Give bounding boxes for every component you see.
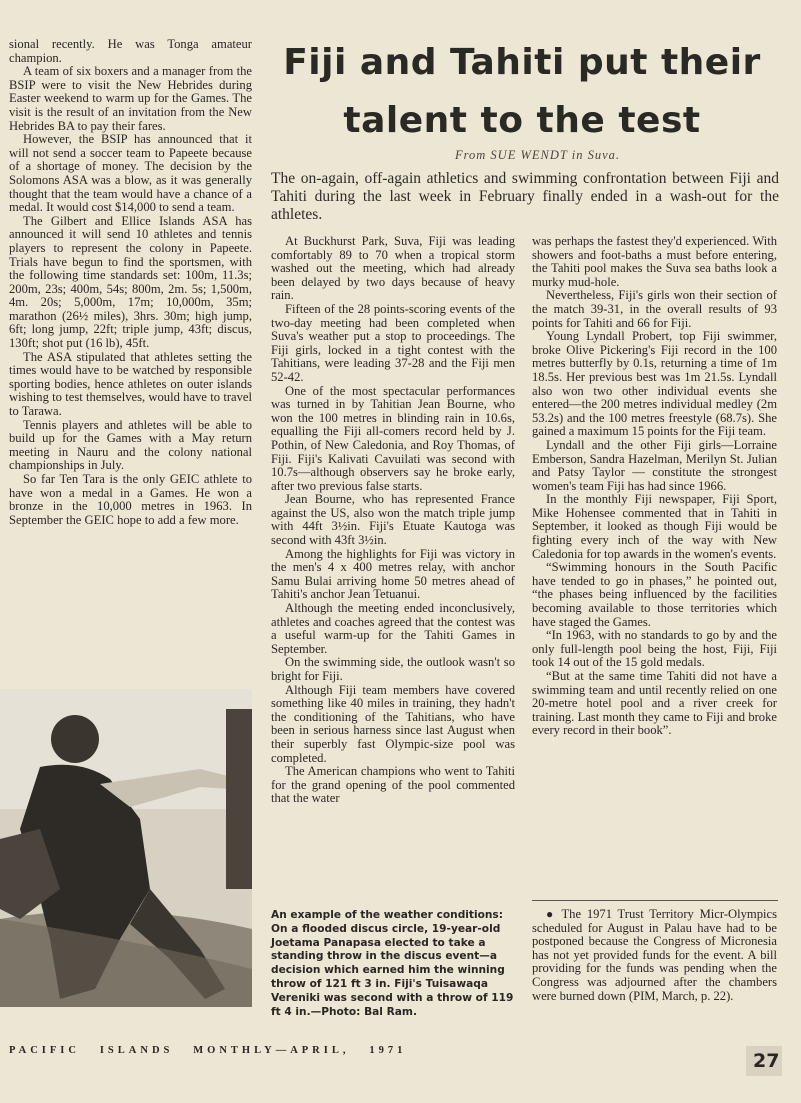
paragraph: Tennis players and athletes will be able to build up for the Games with a May return meeting in Nauru and the colony national championships in July. [9,417,252,473]
paragraph: At Buckhurst Park, Suva, Fiji was leading comfortably 89 to 70 when a tropical storm washed out the meeting, which had already been delayed by two days because of heavy rain. [271,234,515,303]
paragraph: was perhaps the fastest they'd experienced. With showers and foot-baths a must before entering, the Tahiti pool makes the Suva sea baths look a murky mud-hole. [532,234,777,289]
paragraph: Although the meeting ended inconclusively, athletes and coaches agreed that the contest was a useful warm-up for the Tahiti Games in September. [271,601,515,656]
page-number: 27 [753,1050,780,1072]
photo-figure-illustration [0,689,252,1007]
paragraph: On the swimming side, the outlook wasn't so bright for Fiji. [271,655,515,683]
bullet-icon: ● [546,907,556,921]
discus-thrower-photo [0,689,252,1007]
paragraph: Although Fiji team members have covered something like 40 miles in training, they hadn't the conditioning of the Tahitians, who have been in serious harness since last August when their superbly fast Olympic-size pool was completed. [271,682,515,765]
paragraph: “In 1963, with no standards to go by and the only full-length pool being the host, Fiji, Fiji took 14 out of the 15 gold medals. [532,628,777,670]
article-standfirst: The on-again, off-again athletics and swimming confrontation between Fiji and Tahiti during the last week in February finally ended in a wash-out for the athletes. [271,170,779,223]
column-divider [532,900,778,901]
paragraph: However, the BSIP has announced that it will not send a soccer team to Papeete because of a shortage of money. The decision by the Solomons ASA was a blow, as it was generally thought that the team would have a chance of a medal. It would cost $14,000 to send a team. [9,132,252,215]
footer-publication: PACIFIC ISLANDS MONTHLY—APRIL, 1971 [9,1045,407,1056]
brief-text: The 1971 Trust Territory Micr-Olympics scheduled for August in Palau have had to be postponed because the Congress of Micronesia has not yet provided funds for the event. A bill providing for the funds was pending when the Congress was adjourned after the chambers were burned down (PIM, March, p. 22). [532,907,778,1003]
paragraph: So far Ten Tara is the only GEIC athlete to have won a medal in a Games. He won a bronze in the 10,000 metres in 1963. In September the GEIC hope to add a few more. [9,472,252,527]
paragraph: The American champions who went to Tahiti for the grand opening of the pool commented that the water [271,764,515,806]
paragraph: Young Lyndall Probert, top Fiji swimmer, broke Olive Pickering's Fiji record in the 100 metres butterfly by 0.1s, returning a time of 1m 18.5s. Her previous best was 1m 21.5s. Lyndall also won two other individual events she entered—the 200 metres individual medley (2m 53.2s) and the 100 metres freestyle (68.7s). She gained a maximum 15 points for the Fiji team. [532,329,777,439]
paragraph: “Swimming honours in the South Pacific have tended to go in phases,” he pointed out, “the phases being influenced by the facilities becoming available to those territories which have staged the Games. [532,560,777,629]
paragraph: A team of six boxers and a manager from the BSIP were to visit the New Hebrides during Easter weekend to warm up for the Games. The visit is the result of an invitation from the New Hebrides BA to pay their fares. [9,64,252,133]
paragraph: The Gilbert and Ellice Islands ASA has announced it will send 10 athletes and tennis players to represent the colony in Papeete. Trials have begun to find the sportsmen, with the following time standards set: 100m, 11.3s; 200m, 23s; 400m, 54s; 800m, 2m. 5s; 1,500m, 4m. 20s; 5,000m, 17m; 10,000m, 35m; marathon (26½ miles), 3hrs. 30m; high jump, 6ft; long jump, 22ft; triple jump, 43ft; discus, 130ft; shot put (16 lb), 45ft. [9,213,252,351]
paragraph: Fifteen of the 28 points-scoring events of the two-day meeting had been completed when Suva's weather put a stop to proceedings. The Fiji girls, locked in a tight contest with the Tahitians, were leading 37-28 and the Fiji men 52-42. [271,301,515,384]
paragraph: One of the most spectacular performances was turned in by Tahitian Jean Bourne, who won the 100 metres in blinding rain in 10.6s, equalling the Fiji all-comers record held by J. Pothin, of New Caledonia, and Roy Thomas, of Fiji. Fiji's Kalivati Cavuilati was second with 10.7s—although observers say he broke early, after two previous false starts. [271,383,515,493]
brief-paragraph [532,908,777,1003]
paragraph: sional recently. He was Tonga amateur champion. [9,37,252,65]
paragraph: The ASA stipulated that athletes setting the times would have to be watched by responsible sporting bodies, hence athletes on outer islands wishing to test themselves, would have to travel to Tarawa. [9,349,252,419]
paragraph: Nevertheless, Fiji's girls won their section of the match 39-31, in the overall results of 93 points for Tahiti and 66 for Fiji. [532,288,777,330]
paragraph: “But at the same time Tahiti did not have a swimming team and until recently relied on one 20-metre hotel pool and a river creek for training. Last month they came to Fiji and broke every record in their book”. [532,669,777,738]
paragraph: In the monthly Fiji newspaper, Fiji Sport, Mike Hohensee commented that in Tahiti in September, it looked as though Fiji would be fighting every inch of the way with New Caledonia for top awards in the women's events. [532,492,777,561]
article-byline: From SUE WENDT in Suva. [454,148,620,162]
paragraph: Among the highlights for Fiji was victory in the men's 4 x 400 metres relay, with anchor Samu Bulai arriving home 50 metres ahead of Tahiti's anchor Jean Tetuanui. [271,546,515,602]
news-brief [532,908,777,1003]
middle-column [271,235,515,806]
left-column [9,38,252,527]
paragraph: Lyndall and the other Fiji girls—Lorraine Emberson, Sandra Hazelman, Merilyn St. Julian and Patsy Taylor — constitute the strongest women's team Fiji has had since 1966. [532,437,777,493]
photo-caption: An example of the weather conditions: On a flooded discus circle, 19-year-old Joetama Panapasa elected to take a standing throw in the discus event—a decision which earned him the winning throw of 121 ft 3 in. Fiji's Tuisawaqa Vereniki was second with a throw of 119 ft 4 in.—Photo: Bal Ram. [271,909,514,1018]
right-column [532,235,777,738]
paragraph: Jean Bourne, who has represented France against the US, also won the match triple jump with 44ft 3½in. Fiji's Etuate Kautoga was second with 43ft 3½in. [271,492,515,548]
article-headline: Fiji and Tahiti put their talent to the test [283,42,761,141]
